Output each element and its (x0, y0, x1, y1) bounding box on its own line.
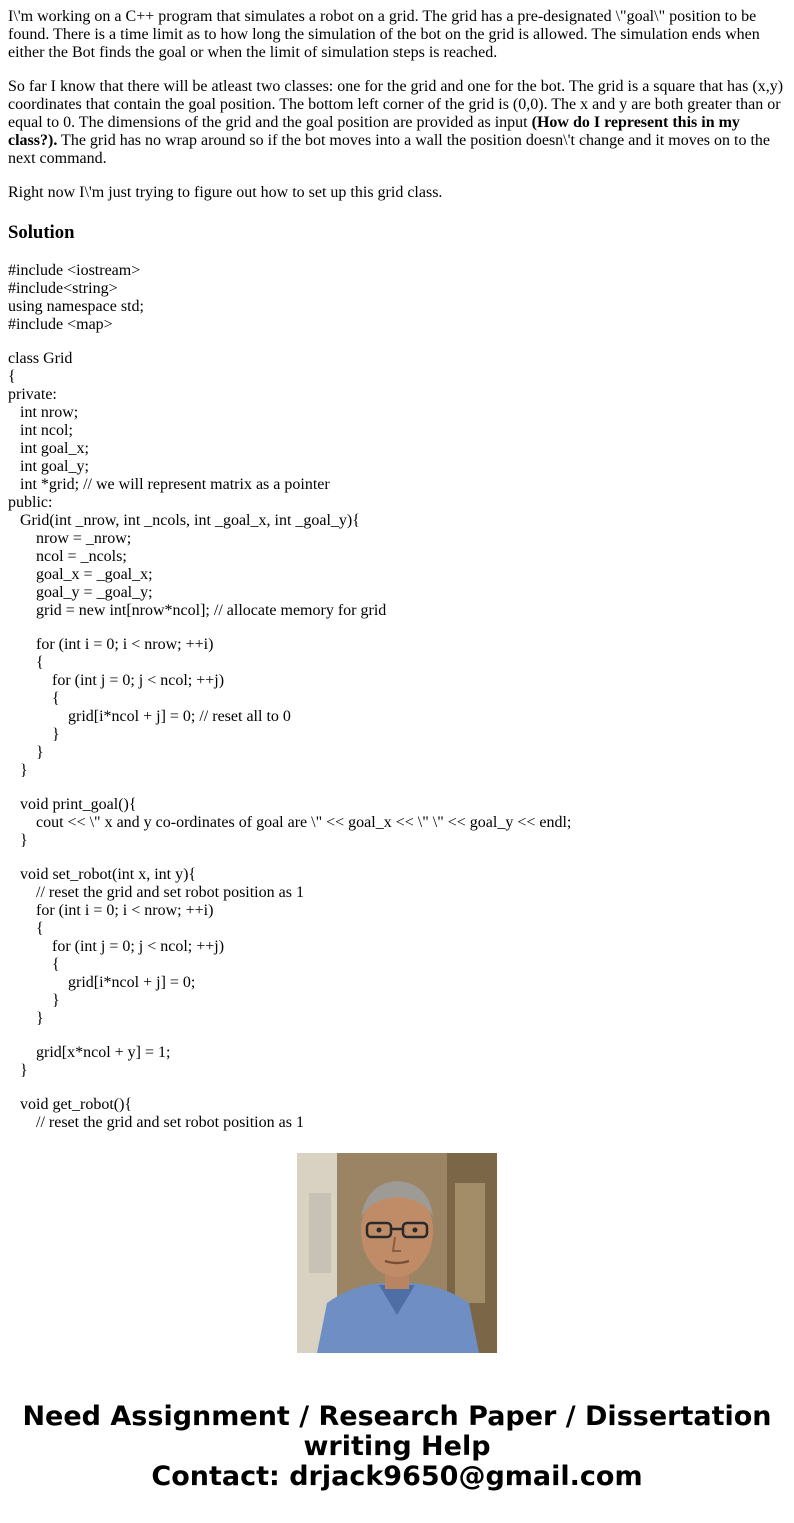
code-block (8, 262, 786, 1132)
code-line: #include<string> (8, 280, 118, 297)
code-line: for (int j = 0; j < ncol; ++j) (8, 938, 225, 955)
code-blank-line (8, 334, 786, 350)
code-line: private: (8, 386, 57, 403)
code-line: ncol = _ncols; (8, 548, 127, 565)
code-line: { (8, 368, 16, 385)
code-line: Grid(int _nrow, int _ncols, int _goal_x, int _goal_y){ (8, 512, 360, 529)
code-line: { (8, 690, 60, 707)
code-blank-line (8, 1028, 786, 1044)
code-blank-line (8, 780, 786, 796)
main-content (8, 0, 786, 1131)
question-text: The grid has no wrap around so if the bot moves into a wall the position doesn\'t change and it moves on to the next command. (8, 132, 771, 167)
solution-heading: Solution (8, 222, 75, 243)
code-line: } (8, 744, 44, 761)
question-paragraph (8, 184, 786, 202)
code-blank-line (8, 850, 786, 866)
question-paragraph (8, 8, 786, 62)
code-line: { (8, 654, 44, 671)
code-line: void print_goal(){ (8, 796, 137, 813)
code-line: } (8, 762, 28, 779)
code-line: } (8, 1062, 28, 1079)
code-line: } (8, 726, 60, 743)
code-line: int goal_y; (8, 458, 89, 475)
code-line: grid[i*ncol + j] = 0; // reset all to 0 (8, 708, 291, 725)
code-line: goal_y = _goal_y; (8, 584, 153, 601)
question-text: Right now I\'m just trying to figure out how to set up this grid class. (8, 184, 443, 201)
code-line: } (8, 992, 60, 1009)
code-line: grid = new int[nrow*ncol]; // allocate memory for grid (8, 602, 387, 619)
code-line: int goal_x; (8, 440, 89, 457)
code-line: nrow = _nrow; (8, 530, 132, 547)
code-line: int ncol; (8, 422, 73, 439)
question-bold-text: (How do I represent this in my class?). (8, 114, 740, 149)
code-line: for (int i = 0; i < nrow; ++i) (8, 636, 214, 653)
question-text: So far I know that there will be atleast two classes: one for the grid and one for the bot. The grid is a square that has (x,y) coordinates that contain the goal position. The bottom left corner of the grid is (0,0). The x and y are both greater than or equal to 0. The dimensions of the grid and the goal position are provided as input (8, 78, 784, 131)
code-line: using namespace std; (8, 298, 144, 315)
code-line: public: (8, 494, 53, 511)
code-line: { (8, 956, 60, 973)
promo-line-1: Need Assignment / Research Paper / Dissertation (22, 1401, 772, 1432)
code-line: for (int j = 0; j < ncol; ++j) (8, 672, 225, 689)
code-line: // reset the grid and set robot position as 1 (8, 1114, 304, 1131)
code-line: #include <map> (8, 316, 113, 333)
code-line: goal_x = _goal_x; (8, 566, 153, 583)
code-line: { (8, 920, 44, 937)
code-line: int nrow; (8, 404, 79, 421)
code-line: #include <iostream> (8, 262, 141, 279)
code-line: grid[x*ncol + y] = 1; (8, 1044, 171, 1061)
promo-contact: Contact: drjack9650@gmail.com (151, 1461, 643, 1492)
author-avatar (297, 1153, 497, 1353)
code-line: grid[i*ncol + j] = 0; (8, 974, 196, 991)
promo-line-2: writing Help (303, 1431, 491, 1462)
code-line: } (8, 1010, 44, 1027)
code-blank-line (8, 620, 786, 636)
code-line: cout << \" x and y co-ordinates of goal are \" << goal_x << \" \" << goal_y << endl; (8, 814, 572, 831)
person-portrait-icon (297, 1153, 497, 1353)
code-line: } (8, 832, 28, 849)
question-section (8, 8, 786, 202)
code-line: int *grid; // we will represent matrix as a pointer (8, 476, 330, 493)
code-line: void set_robot(int x, int y){ (8, 866, 197, 883)
code-line: // reset the grid and set robot position as 1 (8, 884, 304, 901)
code-line: void get_robot(){ (8, 1096, 133, 1113)
question-text: I\'m working on a C++ program that simulates a robot on a grid. The grid has a pre-designated \"goal\" position to be found. There is a time limit as to how long the simulation of the bot on the grid is allowed. The simulation ends when either the Bot finds the goal or when the limit of simulation steps is reached. (8, 8, 760, 61)
code-line: for (int i = 0; i < nrow; ++i) (8, 902, 214, 919)
code-blank-line (8, 1080, 786, 1096)
promo-banner (0, 1402, 794, 1492)
code-line: class Grid (8, 350, 73, 367)
question-paragraph (8, 78, 786, 168)
